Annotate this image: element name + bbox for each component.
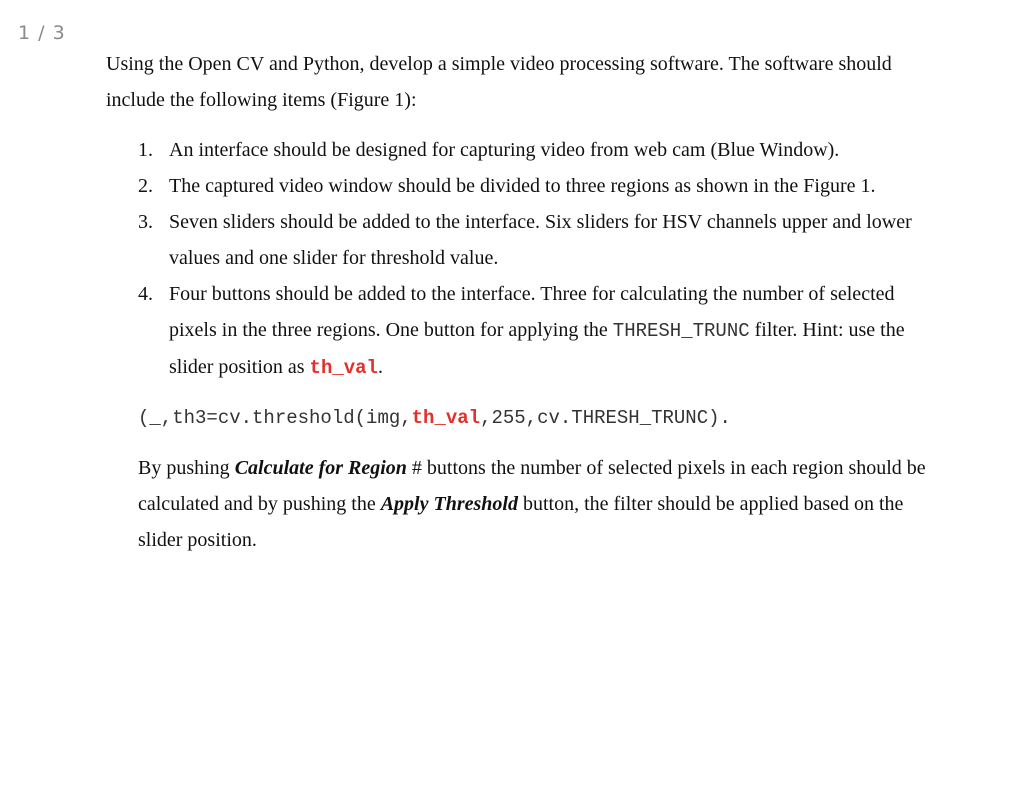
closing-text: By pushing	[138, 457, 235, 479]
closing-text: # buttons the number of selected pixels in each region should be calculated and by pushing the	[138, 457, 926, 515]
list-item-text: Seven sliders should be added to the interface. Six sliders for HSV channels upper and lower values and one slider for threshold value.	[169, 211, 912, 269]
closing-paragraph	[138, 450, 936, 558]
document-body	[106, 46, 936, 558]
list-item-text: Four buttons should be added to the interface. Three for calculating the number of selected pixels in the three regions. One button for applying the	[169, 283, 895, 341]
list-item-number: 1.	[138, 139, 153, 161]
calculate-region-emphasis: Calculate for Region	[234, 457, 407, 479]
list-item-text: .	[377, 356, 383, 378]
code-part: ,255,cv.THRESH_TRUNC).	[480, 407, 731, 429]
list-item-number: 3.	[138, 211, 153, 233]
closing-text: button, the filter should be applied based on the slider position.	[138, 493, 904, 551]
list-item	[106, 168, 936, 204]
inline-code-thresh-trunc: THRESH_TRUNC	[612, 320, 750, 342]
list-item-number: 4.	[138, 283, 153, 305]
list-item	[106, 132, 936, 168]
list-item-number: 2.	[138, 175, 153, 197]
list-item	[106, 204, 936, 276]
code-part: (_,th3=cv.threshold(img,	[138, 407, 412, 429]
apply-threshold-emphasis: Apply Threshold	[380, 493, 518, 515]
intro-paragraph: Using the Open CV and Python, develop a simple video processing software. The software should include the following items (Figure 1):	[106, 53, 892, 111]
code-highlight-th-val: th_val	[411, 407, 481, 429]
list-item	[106, 276, 936, 386]
inline-code-th-val: th_val	[309, 357, 378, 379]
requirements-list	[106, 132, 936, 386]
list-item-text: The captured video window should be divided to three regions as shown in the Figure 1.	[169, 175, 876, 197]
page-indicator: 1 / 3	[18, 22, 66, 44]
list-item-text: An interface should be designed for capturing video from web cam (Blue Window).	[169, 139, 840, 161]
code-snippet	[138, 400, 936, 436]
list-item-text: filter. Hint: use the slider position as	[169, 319, 905, 378]
